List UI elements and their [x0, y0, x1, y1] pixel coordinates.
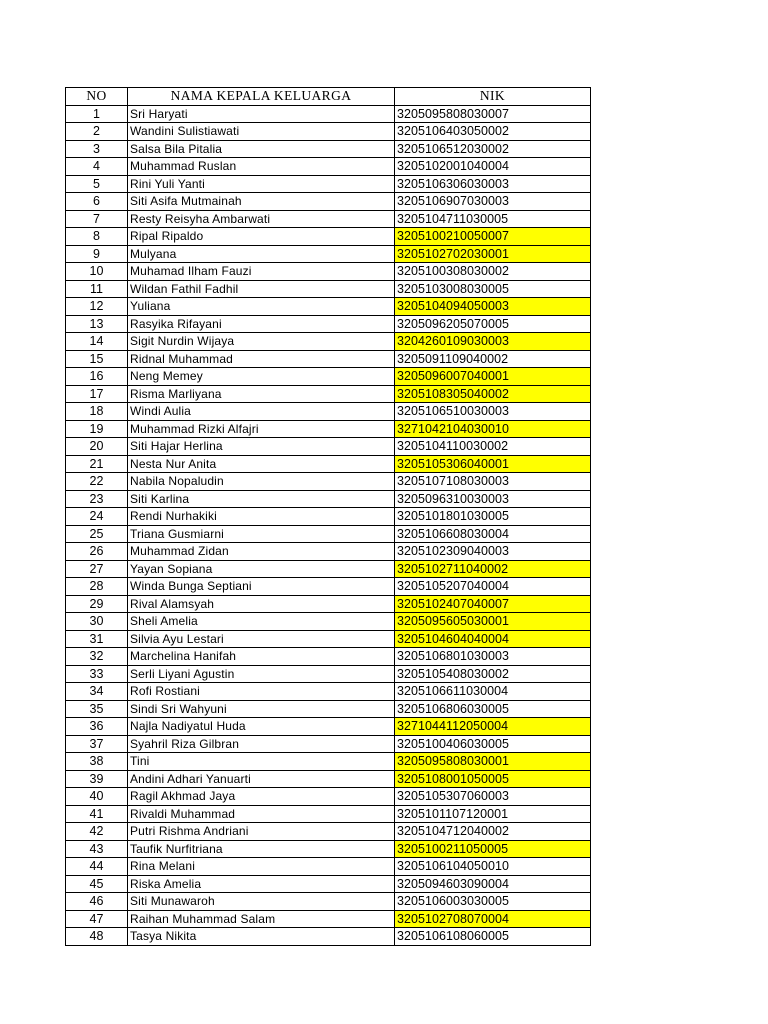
nik-cell: 3205105307060003 [395, 788, 591, 806]
family-head-name: Serli Liyani Agustin [128, 665, 395, 683]
table-row [66, 420, 591, 438]
table-row [66, 508, 591, 526]
table-row [66, 315, 591, 333]
family-head-table [65, 87, 591, 946]
family-head-name: Sri Haryati [128, 105, 395, 123]
nik-cell: 3205091109040002 [395, 350, 591, 368]
family-head-name: Yuliana [128, 298, 395, 316]
family-head-name: Putri Rishma Andriani [128, 823, 395, 841]
table-row [66, 105, 591, 123]
table-row [66, 385, 591, 403]
nik-cell: 3205100308030002 [395, 263, 591, 281]
nik-cell-highlighted: 3205100210050007 [395, 228, 591, 246]
row-number: 12 [66, 298, 128, 316]
table-row [66, 280, 591, 298]
family-head-name: Rival Alamsyah [128, 595, 395, 613]
row-number: 30 [66, 613, 128, 631]
row-number: 32 [66, 648, 128, 666]
nik-cell-highlighted: 3205095808030001 [395, 753, 591, 771]
family-head-name: Rasyika Rifayani [128, 315, 395, 333]
nik-cell-highlighted: 3271042104030010 [395, 420, 591, 438]
table-row [66, 123, 591, 141]
row-number: 31 [66, 630, 128, 648]
nik-cell: 3205094603090004 [395, 875, 591, 893]
row-number: 4 [66, 158, 128, 176]
nik-cell: 3205100406030005 [395, 735, 591, 753]
header-name: NAMA KEPALA KELUARGA [128, 88, 395, 106]
nik-cell-highlighted: 3205108305040002 [395, 385, 591, 403]
row-number: 19 [66, 420, 128, 438]
row-number: 35 [66, 700, 128, 718]
family-head-name: Muhammad Rizki Alfajri [128, 420, 395, 438]
nik-cell: 3205101801030005 [395, 508, 591, 526]
family-head-name: Winda Bunga Septiani [128, 578, 395, 596]
table-row [66, 455, 591, 473]
nik-cell: 3205106801030003 [395, 648, 591, 666]
table-row [66, 770, 591, 788]
family-head-name: Triana Gusmiarni [128, 525, 395, 543]
row-number: 42 [66, 823, 128, 841]
family-head-name: Rini Yuli Yanti [128, 175, 395, 193]
row-number: 25 [66, 525, 128, 543]
family-head-name: Ridnal Muhammad [128, 350, 395, 368]
family-head-name: Raihan Muhammad Salam [128, 910, 395, 928]
row-number: 17 [66, 385, 128, 403]
row-number: 38 [66, 753, 128, 771]
table-row [66, 228, 591, 246]
row-number: 40 [66, 788, 128, 806]
nik-cell-highlighted: 3205108001050005 [395, 770, 591, 788]
table-row [66, 613, 591, 631]
table-row [66, 438, 591, 456]
row-number: 22 [66, 473, 128, 491]
family-head-name: Sigit Nurdin Wijaya [128, 333, 395, 351]
table-body [66, 105, 591, 945]
nik-cell: 3205106608030004 [395, 525, 591, 543]
row-number: 36 [66, 718, 128, 736]
nik-cell: 3205103008030005 [395, 280, 591, 298]
table-header [66, 88, 591, 106]
table-row [66, 578, 591, 596]
nik-cell: 3205106510030003 [395, 403, 591, 421]
table-row [66, 788, 591, 806]
nik-cell-highlighted: 3205105306040001 [395, 455, 591, 473]
table-row [66, 700, 591, 718]
table-row [66, 298, 591, 316]
table-row [66, 648, 591, 666]
family-head-name: Wildan Fathil Fadhil [128, 280, 395, 298]
table-row [66, 245, 591, 263]
nik-cell-highlighted: 3205104604040004 [395, 630, 591, 648]
family-head-name: Wandini Sulistiawati [128, 123, 395, 141]
family-head-name: Ragil Akhmad Jaya [128, 788, 395, 806]
row-number: 24 [66, 508, 128, 526]
family-head-name: Ripal Ripaldo [128, 228, 395, 246]
family-head-name: Siti Munawaroh [128, 893, 395, 911]
table-row [66, 735, 591, 753]
row-number: 26 [66, 543, 128, 561]
nik-cell: 3205106806030005 [395, 700, 591, 718]
row-number: 10 [66, 263, 128, 281]
family-head-name: Rivaldi Muhammad [128, 805, 395, 823]
nik-cell-highlighted: 3271044112050004 [395, 718, 591, 736]
family-head-name: Tini [128, 753, 395, 771]
table-row [66, 753, 591, 771]
row-number: 47 [66, 910, 128, 928]
nik-cell: 3205101107120001 [395, 805, 591, 823]
nik-cell: 3205096310030003 [395, 490, 591, 508]
table-row [66, 875, 591, 893]
row-number: 6 [66, 193, 128, 211]
nik-cell-highlighted: 3205100211050005 [395, 840, 591, 858]
family-head-name: Rina Melani [128, 858, 395, 876]
row-number: 43 [66, 840, 128, 858]
nik-cell: 3205095808030007 [395, 105, 591, 123]
family-head-name: Resty Reisyha Ambarwati [128, 210, 395, 228]
header-nik: NIK [395, 88, 591, 106]
row-number: 1 [66, 105, 128, 123]
nik-cell-highlighted: 3204260109030003 [395, 333, 591, 351]
row-number: 11 [66, 280, 128, 298]
row-number: 21 [66, 455, 128, 473]
family-head-name: Syahril Riza Gilbran [128, 735, 395, 753]
nik-cell: 3205104110030002 [395, 438, 591, 456]
table-row [66, 175, 591, 193]
row-number: 2 [66, 123, 128, 141]
table-row [66, 595, 591, 613]
table-row [66, 490, 591, 508]
row-number: 20 [66, 438, 128, 456]
family-head-name: Rendi Nurhakiki [128, 508, 395, 526]
family-head-name: Yayan Sopiana [128, 560, 395, 578]
table-row [66, 158, 591, 176]
row-number: 37 [66, 735, 128, 753]
row-number: 13 [66, 315, 128, 333]
row-number: 27 [66, 560, 128, 578]
nik-cell: 3205106907030003 [395, 193, 591, 211]
nik-cell: 3205106403050002 [395, 123, 591, 141]
table-row [66, 858, 591, 876]
nik-cell: 3205104712040002 [395, 823, 591, 841]
row-number: 8 [66, 228, 128, 246]
row-number: 14 [66, 333, 128, 351]
nik-cell: 3205104711030005 [395, 210, 591, 228]
family-head-name: Najla Nadiyatul Huda [128, 718, 395, 736]
nik-cell-highlighted: 3205095605030001 [395, 613, 591, 631]
row-number: 15 [66, 350, 128, 368]
table-row [66, 893, 591, 911]
table-row [66, 543, 591, 561]
header-no: NO [66, 88, 128, 106]
nik-cell: 3205106306030003 [395, 175, 591, 193]
nik-cell: 3205102309040003 [395, 543, 591, 561]
row-number: 16 [66, 368, 128, 386]
table-row [66, 140, 591, 158]
family-head-name: Muhamad Ilham Fauzi [128, 263, 395, 281]
table-row [66, 805, 591, 823]
row-number: 48 [66, 928, 128, 946]
table-row [66, 630, 591, 648]
row-number: 23 [66, 490, 128, 508]
row-number: 46 [66, 893, 128, 911]
table-row [66, 560, 591, 578]
family-head-name: Siti Karlina [128, 490, 395, 508]
nik-cell: 3205106108060005 [395, 928, 591, 946]
family-head-name: Neng Memey [128, 368, 395, 386]
row-number: 34 [66, 683, 128, 701]
table-row [66, 263, 591, 281]
nik-cell-highlighted: 3205102711040002 [395, 560, 591, 578]
table-row [66, 910, 591, 928]
family-head-name: Silvia Ayu Lestari [128, 630, 395, 648]
row-number: 3 [66, 140, 128, 158]
family-head-name: Andini Adhari Yanuarti [128, 770, 395, 788]
nik-cell: 3205105408030002 [395, 665, 591, 683]
nik-cell: 3205106104050010 [395, 858, 591, 876]
nik-cell-highlighted: 3205102708070004 [395, 910, 591, 928]
nik-cell-highlighted: 3205102407040007 [395, 595, 591, 613]
family-head-name: Marchelina Hanifah [128, 648, 395, 666]
family-head-name: Risma Marliyana [128, 385, 395, 403]
table-row [66, 665, 591, 683]
family-head-name: Mulyana [128, 245, 395, 263]
nik-cell: 3205106512030002 [395, 140, 591, 158]
nik-cell-highlighted: 3205096007040001 [395, 368, 591, 386]
table-row [66, 350, 591, 368]
nik-cell: 3205106003030005 [395, 893, 591, 911]
row-number: 39 [66, 770, 128, 788]
nik-cell: 3205096205070005 [395, 315, 591, 333]
table-row [66, 718, 591, 736]
table-row [66, 473, 591, 491]
row-number: 41 [66, 805, 128, 823]
nik-cell-highlighted: 3205104094050003 [395, 298, 591, 316]
family-head-name: Muhammad Ruslan [128, 158, 395, 176]
family-head-name: Windi Aulia [128, 403, 395, 421]
family-head-name: Muhammad Zidan [128, 543, 395, 561]
table-row [66, 823, 591, 841]
header-row [66, 88, 591, 106]
family-head-name: Sindi Sri Wahyuni [128, 700, 395, 718]
family-head-name: Rofi Rostiani [128, 683, 395, 701]
table-row [66, 193, 591, 211]
row-number: 18 [66, 403, 128, 421]
row-number: 7 [66, 210, 128, 228]
nik-cell-highlighted: 3205102702030001 [395, 245, 591, 263]
nik-cell: 3205106611030004 [395, 683, 591, 701]
table-row [66, 928, 591, 946]
family-head-name: Nabila Nopaludin [128, 473, 395, 491]
table-row [66, 333, 591, 351]
family-head-name: Taufik Nurfitriana [128, 840, 395, 858]
table-row [66, 840, 591, 858]
row-number: 33 [66, 665, 128, 683]
row-number: 44 [66, 858, 128, 876]
table-row [66, 683, 591, 701]
table-row [66, 210, 591, 228]
family-head-name: Riska Amelia [128, 875, 395, 893]
row-number: 5 [66, 175, 128, 193]
family-head-name: Nesta Nur Anita [128, 455, 395, 473]
row-number: 28 [66, 578, 128, 596]
table-row [66, 368, 591, 386]
row-number: 9 [66, 245, 128, 263]
nik-cell: 3205105207040004 [395, 578, 591, 596]
table-row [66, 525, 591, 543]
nik-cell: 3205102001040004 [395, 158, 591, 176]
row-number: 29 [66, 595, 128, 613]
family-head-name: Siti Hajar Herlina [128, 438, 395, 456]
family-head-name: Salsa Bila Pitalia [128, 140, 395, 158]
family-head-name: Tasya Nikita [128, 928, 395, 946]
row-number: 45 [66, 875, 128, 893]
family-head-name: Siti Asifa Mutmainah [128, 193, 395, 211]
table-row [66, 403, 591, 421]
family-head-name: Sheli Amelia [128, 613, 395, 631]
nik-cell: 3205107108030003 [395, 473, 591, 491]
